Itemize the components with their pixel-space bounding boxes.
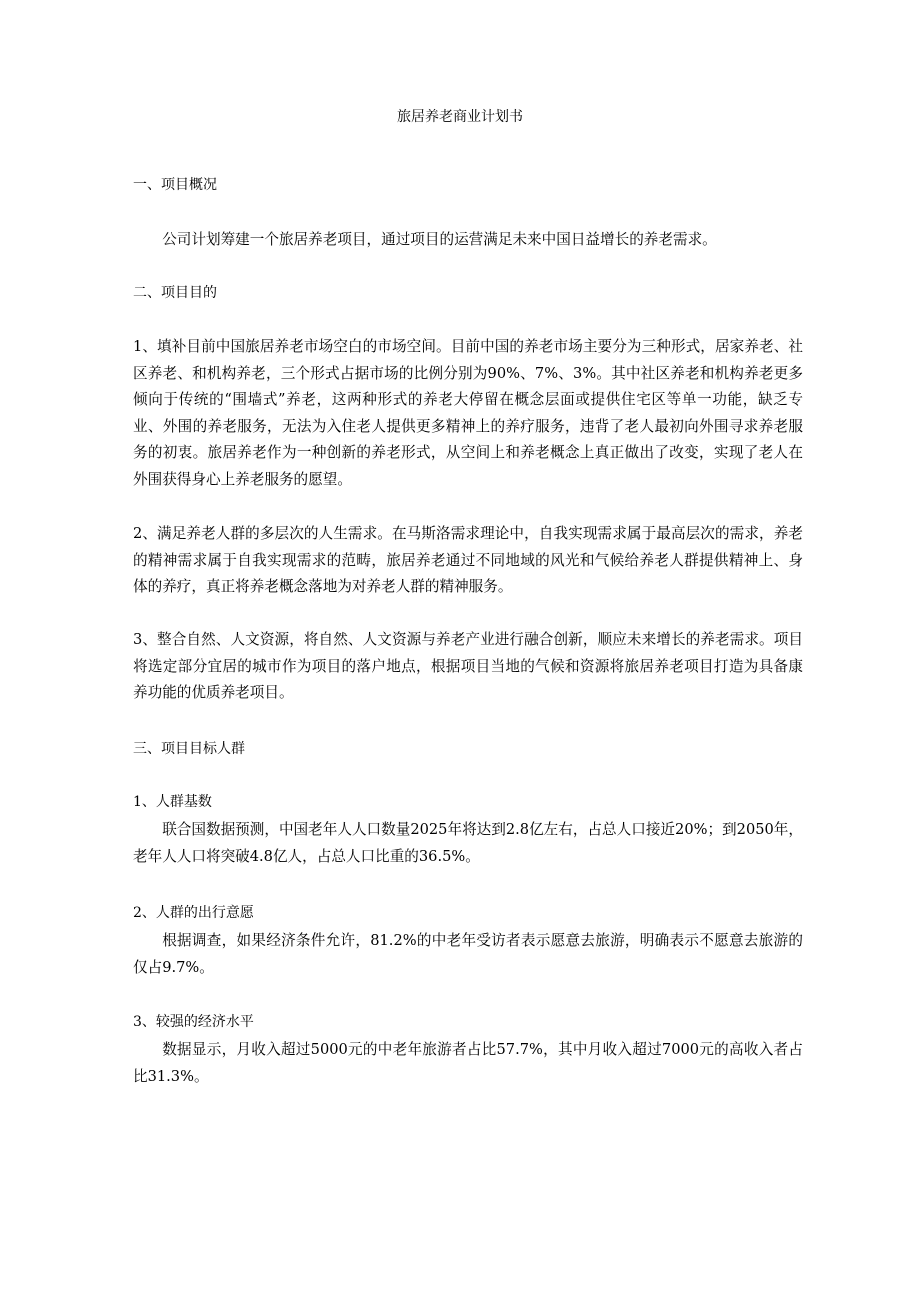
purpose-paragraph-2: 2、满足养老人群的多层次的人生需求。在马斯洛需求理论中，自我实现需求属于最高层次的需求，养老的精神需求属于自我实现需求的范畴，旅居养老通过不同地域的风光和气候给养老人群提供精神上、身体的养疗，真正将养老概念落地为对养老人群的精神服务。 — [133, 525, 803, 596]
economic-level-paragraph: 数据显示，月收入超过5000元的中老年旅游者占比57.7%，其中月收入超过7000元的高收入者占比31.3%。 — [133, 1041, 803, 1085]
purpose-paragraph-1: 1、填补目前中国旅居养老市场空白的市场空间。目前中国的养老市场主要分为三种形式，居家养老、社区养老、和机构养老，三个形式占据市场的比例分别为90%、7%、3%。其中社区养老和机构养老更多倾向于传统的“围墙式”养老，这两种形式的养老大停留在概念层面或提供住宅区等单一功能，缺乏专业、外围的养老服务，无法为入住老人提供更多精神上的养疗服务，违背了老人最初向外围寻求养老服务的初衷。旅居养老作为一种创新的养老形式，从空间上和养老概念上真正做出了改变，实现了老人在外围获得身心上养老服务的愿望。 — [133, 338, 803, 488]
population-base-paragraph: 联合国数据预测，中国老年人人口数量2025年将达到2.8亿左右，占总人口接近20%；到2050年，老年人人口将突破4.8亿人，占总人口比重的36.5%。 — [133, 821, 803, 865]
subsection-heading-travel-intention: 2、人群的出行意愿 — [133, 905, 254, 921]
purpose-paragraph-3: 3、整合自然、人文资源，将自然、人文资源与养老产业进行融合创新，顺应未来增长的养老需求。项目将选定部分宜居的城市作为项目的落户地点，根据项目当地的气候和资源将旅居养老项目打造为具备康养功能的优质养老项目。 — [133, 631, 803, 702]
section-heading-purpose: 二、项目目的 — [133, 285, 217, 301]
section-heading-target-group: 三、项目目标人群 — [133, 741, 245, 757]
subsection-heading-population-base: 1、人群基数 — [133, 794, 212, 810]
document-title: 旅居养老商业计划书 — [397, 109, 523, 125]
subsection-heading-economic-level: 3、较强的经济水平 — [133, 1014, 254, 1030]
travel-intention-paragraph: 根据调查，如果经济条件允许，81.2%的中老年受访者表示愿意去旅游，明确表示不愿意去旅游的仅占9.7%。 — [133, 932, 803, 976]
section-heading-overview: 一、项目概况 — [133, 177, 217, 193]
overview-paragraph: 公司计划筹建一个旅居养老项目，通过项目的运营满足未来中国日益增长的养老需求。 — [162, 231, 717, 248]
